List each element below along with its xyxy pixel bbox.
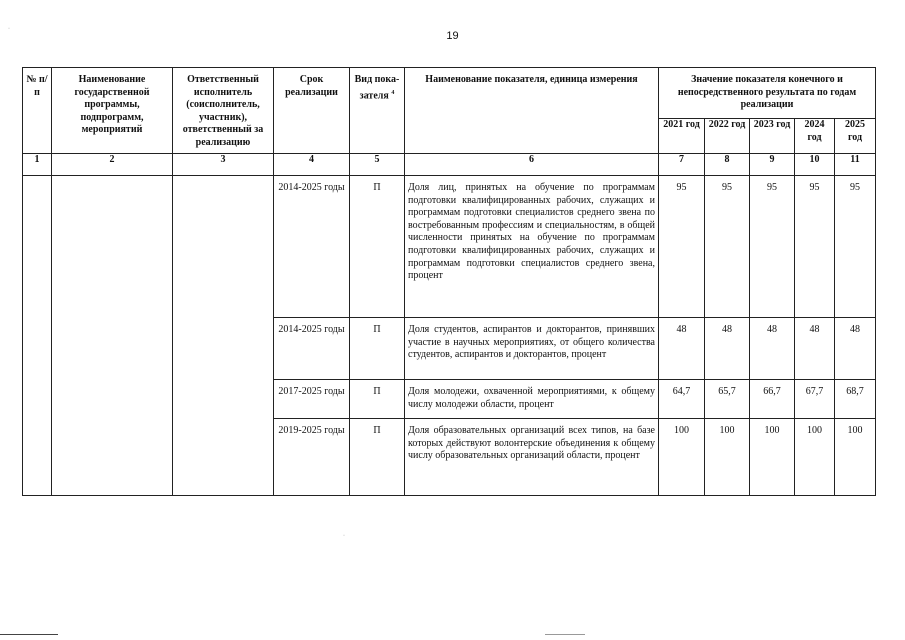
cell-value: 95 (750, 176, 795, 318)
scan-edge-line (545, 634, 585, 635)
scan-speck: · (8, 26, 10, 32)
cell-term: 2017-2025 годы (274, 380, 350, 419)
cell-program (52, 176, 173, 496)
header-year: 2024 год (795, 119, 835, 154)
header-type-label: Вид пока-зателя (354, 74, 400, 101)
header-term: Срок реализации (274, 68, 350, 154)
header-num: № п/п (23, 68, 52, 154)
column-number: 10 (795, 154, 835, 176)
cell-term: 2014-2025 годы (274, 176, 350, 318)
cell-type: П (350, 419, 405, 496)
cell-indicator: Доля молодежи, охваченной мероприятиями, к общему числу молодежи области, процент (405, 380, 659, 419)
cell-value: 95 (705, 176, 750, 318)
cell-value: 95 (835, 176, 876, 318)
cell-value: 100 (795, 419, 835, 496)
cell-executor (173, 176, 274, 496)
cell-value: 48 (659, 318, 705, 380)
header-type (350, 68, 405, 154)
cell-type: П (350, 380, 405, 419)
cell-type: П (350, 318, 405, 380)
cell-term: 2014-2025 годы (274, 318, 350, 380)
column-number: 6 (405, 154, 659, 176)
cell-value: 100 (750, 419, 795, 496)
column-numbers-row (23, 154, 876, 176)
cell-value: 100 (705, 419, 750, 496)
indicators-table (22, 67, 876, 496)
cell-indicator: Доля лиц, принятых на обучение по программам подготовки квалифицированных рабочих, служащих и программам подготовки специалистов среднего звена по востребованным профессиям и специальностям, в общей численности принятых на обучение по программам подготовки квалифицированных рабочих, служащих и программам подготовки специалистов среднего звена, процент (405, 176, 659, 318)
cell-indicator: Доля студентов, аспирантов и докторантов, принявших участие в научных мероприятиях, от общего количества студентов, аспирантов и докторантов, процент (405, 318, 659, 380)
header-program: Наименование государственной программы, подпрограмм, мероприятий (52, 68, 173, 154)
cell-value: 66,7 (750, 380, 795, 419)
table-row (23, 176, 876, 318)
column-number: 5 (350, 154, 405, 176)
column-number: 2 (52, 154, 173, 176)
page-number: 19 (446, 30, 459, 42)
cell-value: 95 (659, 176, 705, 318)
column-number: 9 (750, 154, 795, 176)
footnote-mark: 4 (391, 89, 395, 96)
header-values-group: Значение показателя конечного и непосредственного результата по годам реализации (659, 68, 876, 119)
cell-value: 100 (659, 419, 705, 496)
cell-type: П (350, 176, 405, 318)
cell-value: 67,7 (795, 380, 835, 419)
header-year: 2025 год (835, 119, 876, 154)
column-number: 7 (659, 154, 705, 176)
header-year: 2023 год (750, 119, 795, 154)
cell-value: 64,7 (659, 380, 705, 419)
cell-num (23, 176, 52, 496)
cell-value: 48 (795, 318, 835, 380)
scan-speck: · (343, 533, 345, 539)
header-executor: Ответственный исполнитель (соисполнитель, участник), ответственный за реализацию (173, 68, 274, 154)
column-number: 4 (274, 154, 350, 176)
cell-value: 48 (705, 318, 750, 380)
cell-value: 68,7 (835, 380, 876, 419)
header-indicator: Наименование показателя, единица измерения (405, 68, 659, 154)
column-number: 11 (835, 154, 876, 176)
column-number: 1 (23, 154, 52, 176)
cell-value: 65,7 (705, 380, 750, 419)
scan-edge-line (0, 634, 58, 635)
header-year: 2021 год (659, 119, 705, 154)
cell-indicator: Доля образовательных организаций всех типов, на базе которых действуют волонтерские объединения к общему числу образовательных организаций области, процент (405, 419, 659, 496)
cell-value: 48 (750, 318, 795, 380)
cell-term: 2019-2025 годы (274, 419, 350, 496)
column-number: 8 (705, 154, 750, 176)
cell-value: 100 (835, 419, 876, 496)
cell-value: 95 (795, 176, 835, 318)
header-year: 2022 год (705, 119, 750, 154)
cell-value: 48 (835, 318, 876, 380)
header-row (23, 68, 876, 119)
column-number: 3 (173, 154, 274, 176)
